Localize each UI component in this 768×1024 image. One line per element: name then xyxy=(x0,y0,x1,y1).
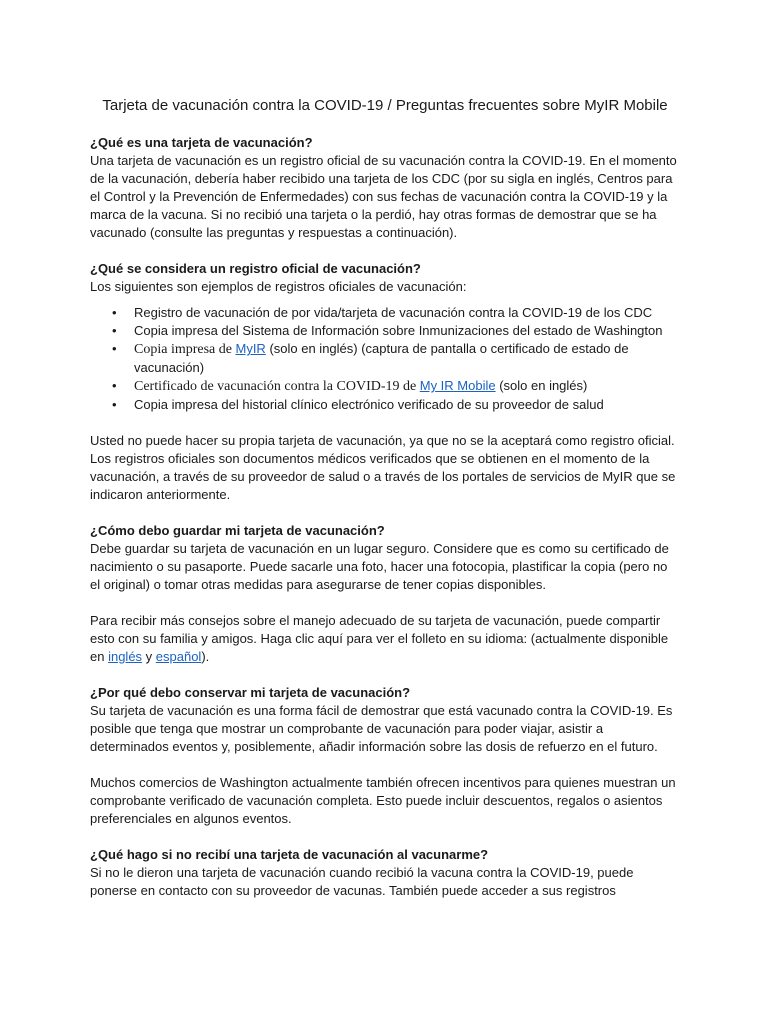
answer-paragraph: Si no le dieron una tarjeta de vacunación cuando recibió la vacuna contra la COVID-19, puede ponerse en contacto con su proveedor de vacunas. También puede acceder a sus registros xyxy=(90,865,634,898)
bullet-icon: • xyxy=(112,378,117,393)
list-item-text: (solo en inglés) xyxy=(495,378,588,393)
list-item-text: Certificado de vacunación contra la COVID-19 de xyxy=(134,379,420,394)
bullet-icon: • xyxy=(112,305,117,320)
list-item-text: Copia impresa de xyxy=(134,342,236,357)
list-item xyxy=(90,340,680,377)
official-record-note: Usted no puede hacer su propia tarjeta de vacunación, ya que no se la aceptará como registro oficial. Los registros oficiales son documentos médicos verificados que se obtienen en el momento de la vacunación, a través de su proveedor de salud o a través de los portales de servicios de MyIR que se indicaron anteriormente. xyxy=(90,433,676,502)
list-item xyxy=(90,396,680,414)
answer-paragraph: Su tarjeta de vacunación es una forma fácil de demostrar que está vacunado contra la COVID-19. Es posible que tenga que mostrar un comprobante de vacunación para poder viajar, asistir a determinados eventos y, posiblemente, añadir información sobre las dosis de refuerzo en el futuro. xyxy=(90,703,673,754)
page-title: Tarjeta de vacunación contra la COVID-19 / Preguntas frecuentes sobre MyIR Mobile xyxy=(102,97,668,114)
myir-link[interactable]: MyIR xyxy=(235,341,266,356)
list-item-text: Registro de vacunación de por vida/tarjeta de vacunación contra la COVID-19 de los CDC xyxy=(134,305,653,320)
answer-paragraph: Debe guardar su tarjeta de vacunación en un lugar seguro. Considere que es como su certificado de nacimiento o su pasaporte. Puede sacarle una foto, hacer una fotocopia, plastificar la copia (pero no el original) o tomar otras medidas para asegurarse de tener copias disponibles. xyxy=(90,541,669,592)
list-item xyxy=(90,322,680,340)
question-heading: ¿Qué se considera un registro oficial de vacunación? xyxy=(90,261,421,276)
tips-paragraph xyxy=(90,612,680,666)
section-official-record xyxy=(90,260,680,504)
answer-paragraph: Una tarjeta de vacunación es un registro oficial de su vacunación contra la COVID-19. En el momento de la vacunación, debería haber recibido una tarjeta de los CDC (por su sigla en inglés, Centros para el Control y la Prevención de Enfermedades) con sus fechas de vacunación contra la COVID-19 y la marca de la vacuna. Si no recibió una tarjeta o la perdió, hay otras formas de demostrar que se ha vacunado (consulte las preguntas y respuestas a continuación). xyxy=(90,153,677,240)
tips-text: ). xyxy=(201,649,210,664)
english-leaflet-link[interactable]: inglés xyxy=(108,649,143,664)
question-heading: ¿Qué hago si no recibí una tarjeta de vacunación al vacunarme? xyxy=(90,847,489,862)
spanish-leaflet-link[interactable]: español xyxy=(155,649,202,664)
tips-text: Para recibir más consejos sobre el manejo adecuado de su tarjeta de vacunación, puede compartir esto con su familia y amigos. Haga clic aquí para ver el folleto en su idioma: (actualmente disponible en xyxy=(90,613,669,664)
list-item-text: Copia impresa del Sistema de Información sobre Inmunizaciones del estado de Washington xyxy=(134,323,663,338)
bullet-icon: • xyxy=(112,397,117,412)
section-no-card xyxy=(90,846,680,900)
list-item-text: (solo en inglés) (captura de pantalla o certificado de estado de vacunación) xyxy=(134,341,629,375)
question-heading: ¿Por qué debo conservar mi tarjeta de vacunación? xyxy=(90,685,411,700)
list-item-text: Copia impresa del historial clínico electrónico verificado de su proveedor de salud xyxy=(134,397,604,412)
tips-text: y xyxy=(142,649,156,664)
section-what-is-card xyxy=(90,134,680,242)
incentives-paragraph: Muchos comercios de Washington actualmente también ofrecen incentivos para quienes muestran un comprobante verificado de vacunación completa. Esto puede incluir descuentos, regalos o asientos preferenciales en algunos eventos. xyxy=(90,775,676,826)
question-heading: ¿Cómo debo guardar mi tarjeta de vacunación? xyxy=(90,523,385,538)
my-ir-mobile-link[interactable]: My IR Mobile xyxy=(419,378,496,393)
list-item xyxy=(90,377,680,396)
question-heading: ¿Qué es una tarjeta de vacunación? xyxy=(90,135,313,150)
section-store-card xyxy=(90,522,680,666)
bullet-icon: • xyxy=(112,341,117,356)
bullet-icon: • xyxy=(112,323,117,338)
list-item xyxy=(90,304,680,322)
records-list xyxy=(90,304,680,414)
section-keep-card xyxy=(90,684,680,828)
intro-paragraph: Los siguientes son ejemplos de registros oficiales de vacunación: xyxy=(90,279,467,294)
